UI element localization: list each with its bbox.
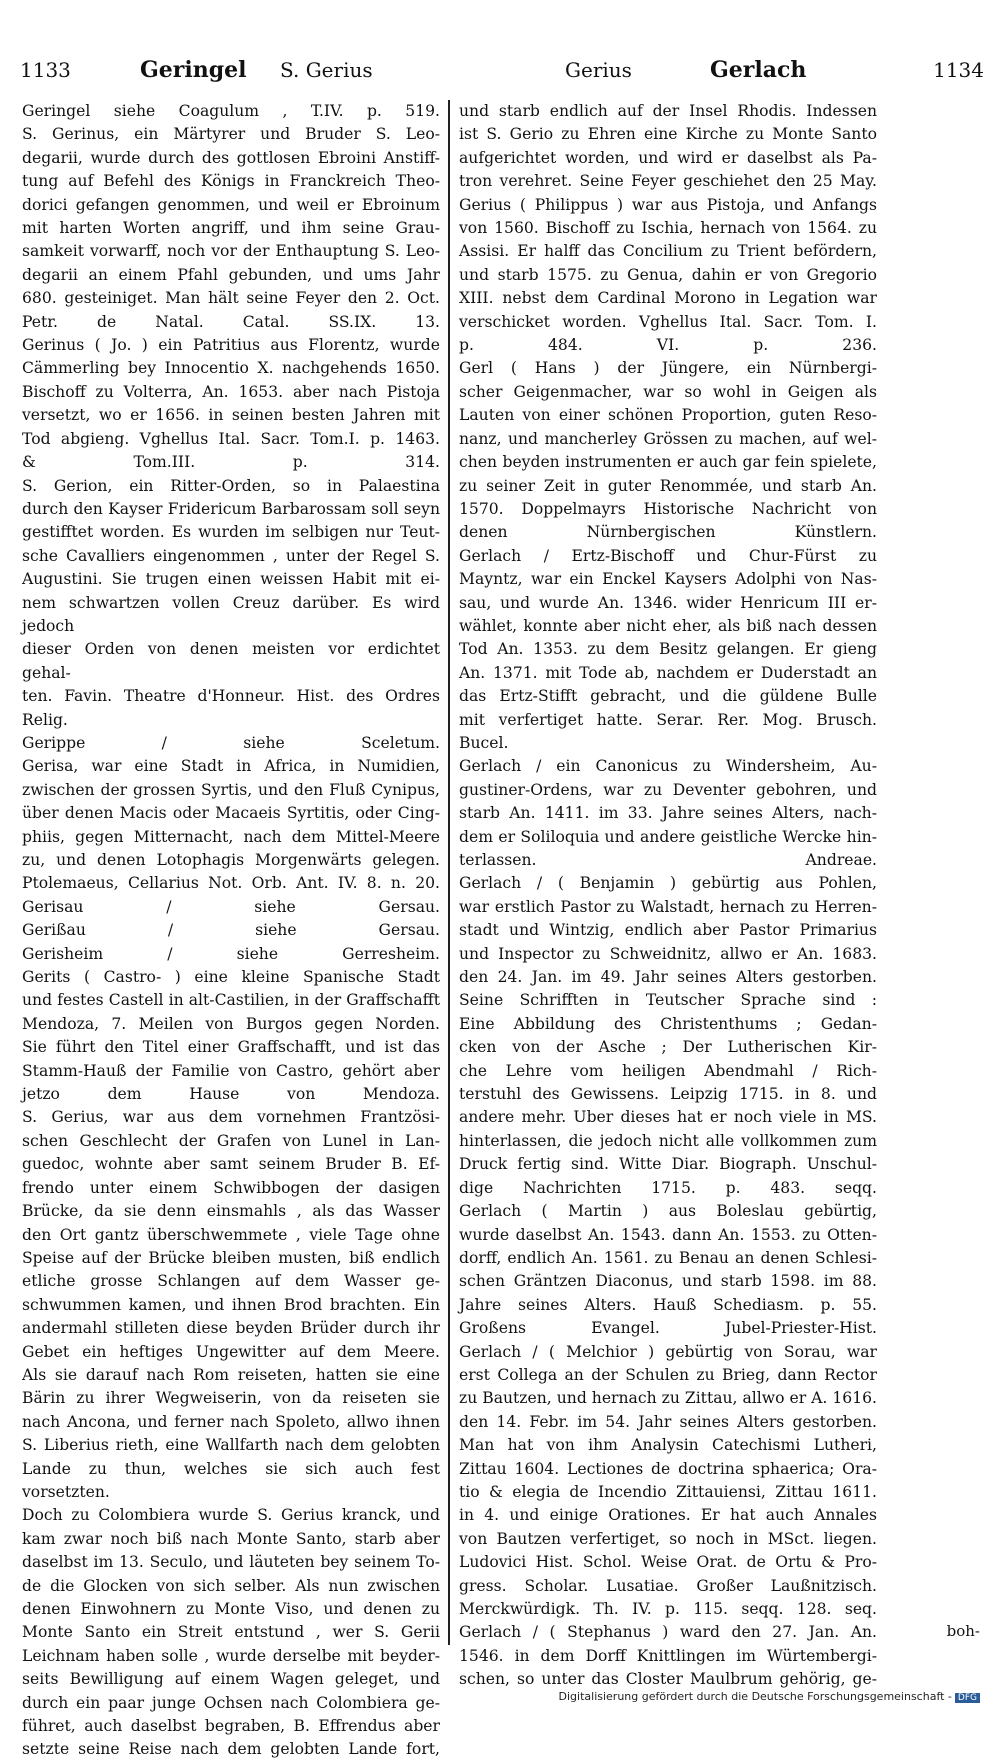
text-line: jetzo dem Hause von Mendoza. bbox=[22, 1085, 440, 1104]
text-line: 1570. Doppelmayrs Historische Nachricht von bbox=[459, 499, 877, 518]
text-line: Gerinus ( Jo. ) ein Patritius aus Florentz, wurde bbox=[22, 336, 440, 355]
text-line: phiis, gegen Mitternacht, nach dem Mittel-Meere bbox=[22, 827, 440, 846]
text-line: wählet, konnte aber nicht eher, als biß nach dessen bbox=[459, 616, 877, 635]
text-line: dieser Orden von denen meisten vor erdichtet gehal- bbox=[22, 640, 440, 682]
text-line: schwummen kamen, und ihnen Brod brachten. Ein bbox=[22, 1295, 440, 1314]
text-line: andermahl stilleten diese beyden Brüder durch ihr bbox=[22, 1319, 440, 1338]
text-line: Gerippe / siehe Sceletum. bbox=[22, 733, 440, 752]
text-line: Merckwürdigk. Th. IV. p. 115. seqq. 128. seq. bbox=[459, 1600, 877, 1618]
text-line: guedoc, wohnte aber samt seinem Bruder B. Ef- bbox=[22, 1155, 440, 1174]
text-line: Ptolemaeus, Cellarius Not. Orb. Ant. IV. 8. n. 20. bbox=[22, 874, 440, 893]
text-line: samkeit vorwarff, noch vor der Enthauptung S. Leo- bbox=[22, 242, 440, 261]
text-line: frendo unter einem Schwibbogen der dasigen bbox=[22, 1178, 440, 1197]
text-line: che Lehre vom heiligen Abendmahl / Rich- bbox=[459, 1061, 877, 1080]
text-line: chen beyden instrumenten er auch gar fein spielete, bbox=[459, 453, 877, 472]
text-line: Lauten von einer schönen Proportion, guten Reso- bbox=[459, 406, 877, 425]
text-line: nach Ancona, und ferner nach Spoleto, allwo ihnen bbox=[22, 1412, 440, 1431]
running-head-mid-right: Gerius bbox=[565, 58, 632, 82]
text-line: und starb endlich auf der Insel Rhodis. Indessen bbox=[459, 102, 877, 120]
text-line: Großens Evangel. Jubel-Priester-Hist. bbox=[459, 1319, 877, 1338]
text-line: Gerlach / ( Stephanus ) ward den 27. Jan. An. bbox=[459, 1623, 877, 1642]
catchword: boh- bbox=[946, 1622, 980, 1640]
text-line: An. 1371. mit Tode ab, nachdem er Duderstadt an bbox=[459, 663, 877, 682]
text-line: Gerisa, war eine Stadt in Africa, in Numidien, bbox=[22, 757, 440, 776]
text-line: Jahre seines Alters. Hauß Schediasm. p. 55. bbox=[459, 1295, 877, 1314]
footer-credit bbox=[559, 1690, 980, 1703]
text-line: hinterlassen, die jedoch nicht alle vollkommen zum bbox=[459, 1131, 877, 1150]
text-line: schen Geschlecht der Grafen von Lunel in Lan- bbox=[22, 1131, 440, 1150]
text-line: Leichnam haben solle , wurde derselbe mit beyder- bbox=[22, 1646, 440, 1665]
text-line: Monte Santo ein Streit entstund , wer S. Gerii bbox=[22, 1623, 440, 1642]
text-line: tron verehret. Seine Feyer geschiehet den 25 May. bbox=[459, 172, 877, 191]
text-line: zu, und denen Lotophagis Morgenwärts gelegen. bbox=[22, 851, 440, 869]
text-line: Lande zu thun, welches sie sich auch fest vorsetzten. bbox=[22, 1459, 440, 1501]
text-line: denen Nürnbergischen Künstlern. bbox=[459, 523, 877, 542]
text-line: Gerius ( Philippus ) war aus Pistoja, und Anfangs bbox=[459, 195, 877, 214]
text-line: zwischen der grossen Syrtis, und den Fluß Cynipus, bbox=[22, 780, 440, 799]
left-column bbox=[22, 100, 440, 1759]
text-line: Gerits ( Castro- ) eine kleine Spanische Stadt bbox=[22, 968, 440, 987]
text-line: ist S. Gerio zu Ehren eine Kirche zu Monte Santo bbox=[459, 125, 877, 144]
text-line: sau, und wurde An. 1346. wider Henricum III er- bbox=[459, 593, 877, 612]
text-line: kam zwar noch biß nach Monte Santo, starb aber bbox=[22, 1529, 440, 1548]
text-line: Assisi. Er halff das Concilium zu Trient befördern, bbox=[459, 242, 877, 261]
text-line: setzte seine Reise nach dem gelobten Lande fort, bbox=[22, 1740, 440, 1759]
text-line: versetzt, wo er 1656. in seinen besten Jahren mit bbox=[22, 406, 440, 425]
footer-text: Digitalisierung gefördert durch die Deutsche Forschungsgemeinschaft - bbox=[558, 1690, 952, 1703]
text-line: Man hat von ihm Analysin Catechismi Lutheri, bbox=[459, 1436, 877, 1455]
text-line: andere mehr. Uber dieses hat er noch viele in MS. bbox=[459, 1108, 877, 1127]
text-line: cken von der Asche ; Der Lutherischen Kir- bbox=[459, 1038, 877, 1057]
text-line: Bischoff zu Volterra, An. 1653. aber nach Pistoja bbox=[22, 382, 440, 401]
text-line: den 24. Jan. im 49. Jahr seines Alters gestorben. bbox=[459, 968, 877, 987]
text-line: verschicket worden. Vghellus Ital. Sacr. Tom. I. bbox=[459, 312, 877, 331]
text-line: degarii an einem Pfahl gebunden, und ums Jahr bbox=[22, 265, 440, 284]
text-line: S. Gerion, ein Ritter-Orden, so in Palaestina bbox=[22, 476, 440, 495]
text-line: das Ertz-Stifft gebracht, und die güldene Bulle bbox=[459, 687, 877, 706]
page-number-right: 1134 bbox=[933, 58, 984, 82]
text-line: Tod abgieng. Vghellus Ital. Sacr. Tom.I. p. 1463. bbox=[22, 429, 440, 448]
text-line: Stamm-Hauß der Familie von Castro, gehört aber bbox=[22, 1061, 440, 1080]
running-head-keyword-left: Geringel bbox=[140, 57, 247, 83]
text-line: über denen Macis oder Macaeis Syrtitis, oder Cing- bbox=[22, 804, 440, 823]
text-line: erst Collega an der Schulen zu Brieg, dann Rector bbox=[459, 1365, 877, 1384]
running-head-mid-left: S. Gerius bbox=[280, 58, 373, 82]
text-line: scher Geigenmacher, war so wohl in Geigen als bbox=[459, 382, 877, 401]
text-line: und festes Castell in alt-Castilien, in der Graffschafft bbox=[22, 991, 440, 1010]
text-line: dorici gefangen genommen, und weil er Ebroinum bbox=[22, 195, 440, 214]
text-line: Druck fertig sind. Witte Diar. Biograph. Unschul- bbox=[459, 1155, 877, 1174]
text-line: Augustini. Sie trugen einen weissen Habit mit ei- bbox=[22, 570, 440, 589]
text-line: Brücke, da sie denn einsmahls , als das Wasser bbox=[22, 1202, 440, 1221]
text-line: Gerl ( Hans ) der Jüngere, ein Nürnbergi- bbox=[459, 359, 877, 378]
text-line: Cämmerling bey Innocentio X. nachgehends 1650. bbox=[22, 359, 440, 378]
text-line: und Inspector zu Schweidnitz, allwo er An. 1683. bbox=[459, 944, 877, 963]
text-line: und starb 1575. zu Genua, dahin er von Gregorio bbox=[459, 265, 877, 284]
text-line: Sie führt den Titel einer Graffschafft, und ist das bbox=[22, 1038, 440, 1057]
page-number-left: 1133 bbox=[20, 58, 71, 82]
text-line: war erstlich Pastor zu Walstadt, hernach zu Herren- bbox=[459, 897, 877, 916]
running-head-keyword-right: Gerlach bbox=[710, 57, 807, 83]
text-line: de die Glocken von sich selber. Als nun zwischen bbox=[22, 1576, 440, 1595]
text-line: Zittau 1604. Lectiones de doctrina sphaerica; Ora- bbox=[459, 1459, 877, 1478]
text-line: sche Cavalliers eingenommen , unter der Regel S. bbox=[22, 546, 440, 565]
text-line: Eine Abbildung des Christenthums ; Gedan- bbox=[459, 1014, 877, 1033]
text-line: Gerlach / ein Canonicus zu Windersheim, Au- bbox=[459, 757, 877, 776]
text-line: zu Bautzen, und hernach zu Zittau, allwo er A. 1616. bbox=[459, 1389, 877, 1408]
text-line: Mendoza, 7. Meilen von Burgos gegen Norden. bbox=[22, 1014, 440, 1033]
text-line: den Ort gantz überschwemmete , viele Tage ohne bbox=[22, 1225, 440, 1244]
text-line: 1546. in dem Dorff Knittlingen im Würtembergi- bbox=[459, 1646, 877, 1665]
dfg-logo-icon: DFG bbox=[955, 1693, 980, 1703]
text-line: den 14. Febr. im 54. Jahr seines Alters gestorben. bbox=[459, 1412, 877, 1431]
text-line: Speise auf der Brücke bleiben musten, biß endlich bbox=[22, 1248, 440, 1267]
text-line: Gerisheim / siehe Gerresheim. bbox=[22, 944, 440, 963]
text-line: mit harten Worten angriff, und ihm seine Grau- bbox=[22, 219, 440, 238]
text-line: Bärin zu ihrer Wegweiserin, von da reiseten sie bbox=[22, 1389, 440, 1408]
text-line: gress. Scholar. Lusatiae. Großer Laußnitzisch. bbox=[459, 1576, 877, 1595]
text-line: Gerlach / Ertz-Bischoff und Chur-Fürst zu bbox=[459, 546, 877, 565]
text-line: aufgerichtet worden, und wird er daselbst als Pa- bbox=[459, 148, 877, 167]
text-line: tio & elegia de Incendio Zittauiensi, Zittau 1611. bbox=[459, 1482, 877, 1501]
text-line: S. Liberius rieth, eine Wallfarth nach dem gelobten bbox=[22, 1436, 440, 1455]
text-line: S. Gerius, war aus dem vornehmen Frantzösi- bbox=[22, 1108, 440, 1127]
text-line: daselbst im 13. Seculo, und läuteten bey seinem To- bbox=[22, 1553, 440, 1572]
text-line: dem er Soliloquia und andere geistliche Wercke hin- bbox=[459, 827, 877, 846]
text-line: Petr. de Natal. Catal. SS.IX. 13. bbox=[22, 312, 440, 331]
text-line: & Tom.III. p. 314. bbox=[22, 453, 440, 472]
text-line: schen, so unter das Closter Maulbrum gehörig, ge- bbox=[459, 1670, 877, 1689]
text-line: Als sie darauf nach Rom reiseten, hatten sie eine bbox=[22, 1365, 440, 1384]
text-line: seits Bewilligung auf einem Wagen geleget, und bbox=[22, 1670, 440, 1689]
text-line: 680. gesteiniget. Man hält seine Feyer den 2. Oct. bbox=[22, 289, 440, 308]
text-line: zu seiner Zeit in guter Renommée, und starb An. bbox=[459, 476, 877, 495]
text-line: von Bautzen verfertiget, so noch in MSct. liegen. bbox=[459, 1529, 877, 1548]
text-line: XIII. nebst dem Cardinal Morono in Legation war bbox=[459, 289, 877, 308]
text-line: p. 484. VI. p. 236. bbox=[459, 336, 877, 355]
text-line: denen Einwohnern zu Monte Viso, und denen zu bbox=[22, 1600, 440, 1618]
text-line: nanz, und mancherley Grössen zu machen, auf wel- bbox=[459, 429, 877, 448]
text-line: starb An. 1411. im 33. Jahre seines Alters, nach- bbox=[459, 804, 877, 823]
text-line: Mayntz, war ein Enckel Kaysers Adolphi von Nas- bbox=[459, 570, 877, 589]
text-line: S. Gerinus, ein Märtyrer und Bruder S. Leo- bbox=[22, 125, 440, 144]
text-line: terlassen. Andreae. bbox=[459, 851, 877, 869]
text-line: Gerißau / siehe Gersau. bbox=[22, 921, 440, 940]
text-line: stadt und Wintzig, endlich aber Pastor Primarius bbox=[459, 921, 877, 940]
text-line: gestifftet worden. Es wurden im selbigen nur Teut- bbox=[22, 523, 440, 542]
page-header bbox=[20, 52, 984, 88]
text-line: tung auf Befehl des Königs in Franckreich Theo- bbox=[22, 172, 440, 191]
text-line: in 4. und einige Orationes. Er hat auch Annales bbox=[459, 1506, 877, 1525]
right-column bbox=[459, 100, 877, 1689]
text-line: durch den Kayser Fridericum Barbarossam soll seyn bbox=[22, 499, 440, 518]
text-line: wurde daselbst An. 1543. dann An. 1553. zu Otten- bbox=[459, 1225, 877, 1244]
column-divider bbox=[448, 100, 450, 1645]
text-line: Gerlach ( Martin ) aus Boleslau gebürtig, bbox=[459, 1202, 877, 1221]
text-line: Seine Schrifften in Teutscher Sprache sind : bbox=[459, 991, 877, 1010]
text-line: von 1560. Bischoff zu Ischia, hernach von 1564. zu bbox=[459, 219, 877, 238]
text-line: Doch zu Colombiera wurde S. Gerius kranck, und bbox=[22, 1506, 440, 1525]
text-line: dorff, endlich An. 1561. zu Benau an denen Schlesi- bbox=[459, 1248, 877, 1267]
text-line: mit verfertiget hatte. Serar. Rer. Mog. Brusch. Bucel. bbox=[459, 710, 877, 752]
text-line: dige Nachrichten 1715. p. 483. seqq. bbox=[459, 1178, 877, 1197]
text-line: Ludovici Hist. Schol. Weise Orat. de Ortu & Pro- bbox=[459, 1553, 877, 1572]
text-line: Gerlach / ( Melchior ) gebürtig von Sorau, war bbox=[459, 1342, 877, 1361]
text-line: ten. Favin. Theatre d'Honneur. Hist. des Ordres Relig. bbox=[22, 687, 440, 729]
text-line: terstuhl des Gewissens. Leipzig 1715. in 8. und bbox=[459, 1085, 877, 1104]
text-line: etliche grosse Schlangen auf dem Wasser ge- bbox=[22, 1272, 440, 1291]
text-line: degarii, wurde durch des gottlosen Ebroini Anstiff- bbox=[22, 148, 440, 167]
text-line: Gebet ein heftiges Ungewitter auf dem Meere. bbox=[22, 1342, 440, 1361]
text-line: führet, auch daselbst begraben, B. Effrendus aber bbox=[22, 1717, 440, 1736]
text-line: durch ein paar junge Ochsen nach Colombiera ge- bbox=[22, 1693, 440, 1712]
text-line: Gerlach / ( Benjamin ) gebürtig aus Pohlen, bbox=[459, 874, 877, 893]
text-line: Tod An. 1353. zu dem Besitz gelangen. Er gieng bbox=[459, 640, 877, 659]
text-line: Geringel siehe Coagulum , T.IV. p. 519. bbox=[22, 102, 440, 120]
text-line: schen Gräntzen Diaconus, und starb 1598. im 88. bbox=[459, 1272, 877, 1291]
text-line: nem schwartzen vollen Creuz darüber. Es wird jedoch bbox=[22, 593, 440, 635]
text-line: gustiner-Ordens, war zu Deventer gebohren, und bbox=[459, 780, 877, 799]
text-line: Gerisau / siehe Gersau. bbox=[22, 897, 440, 916]
